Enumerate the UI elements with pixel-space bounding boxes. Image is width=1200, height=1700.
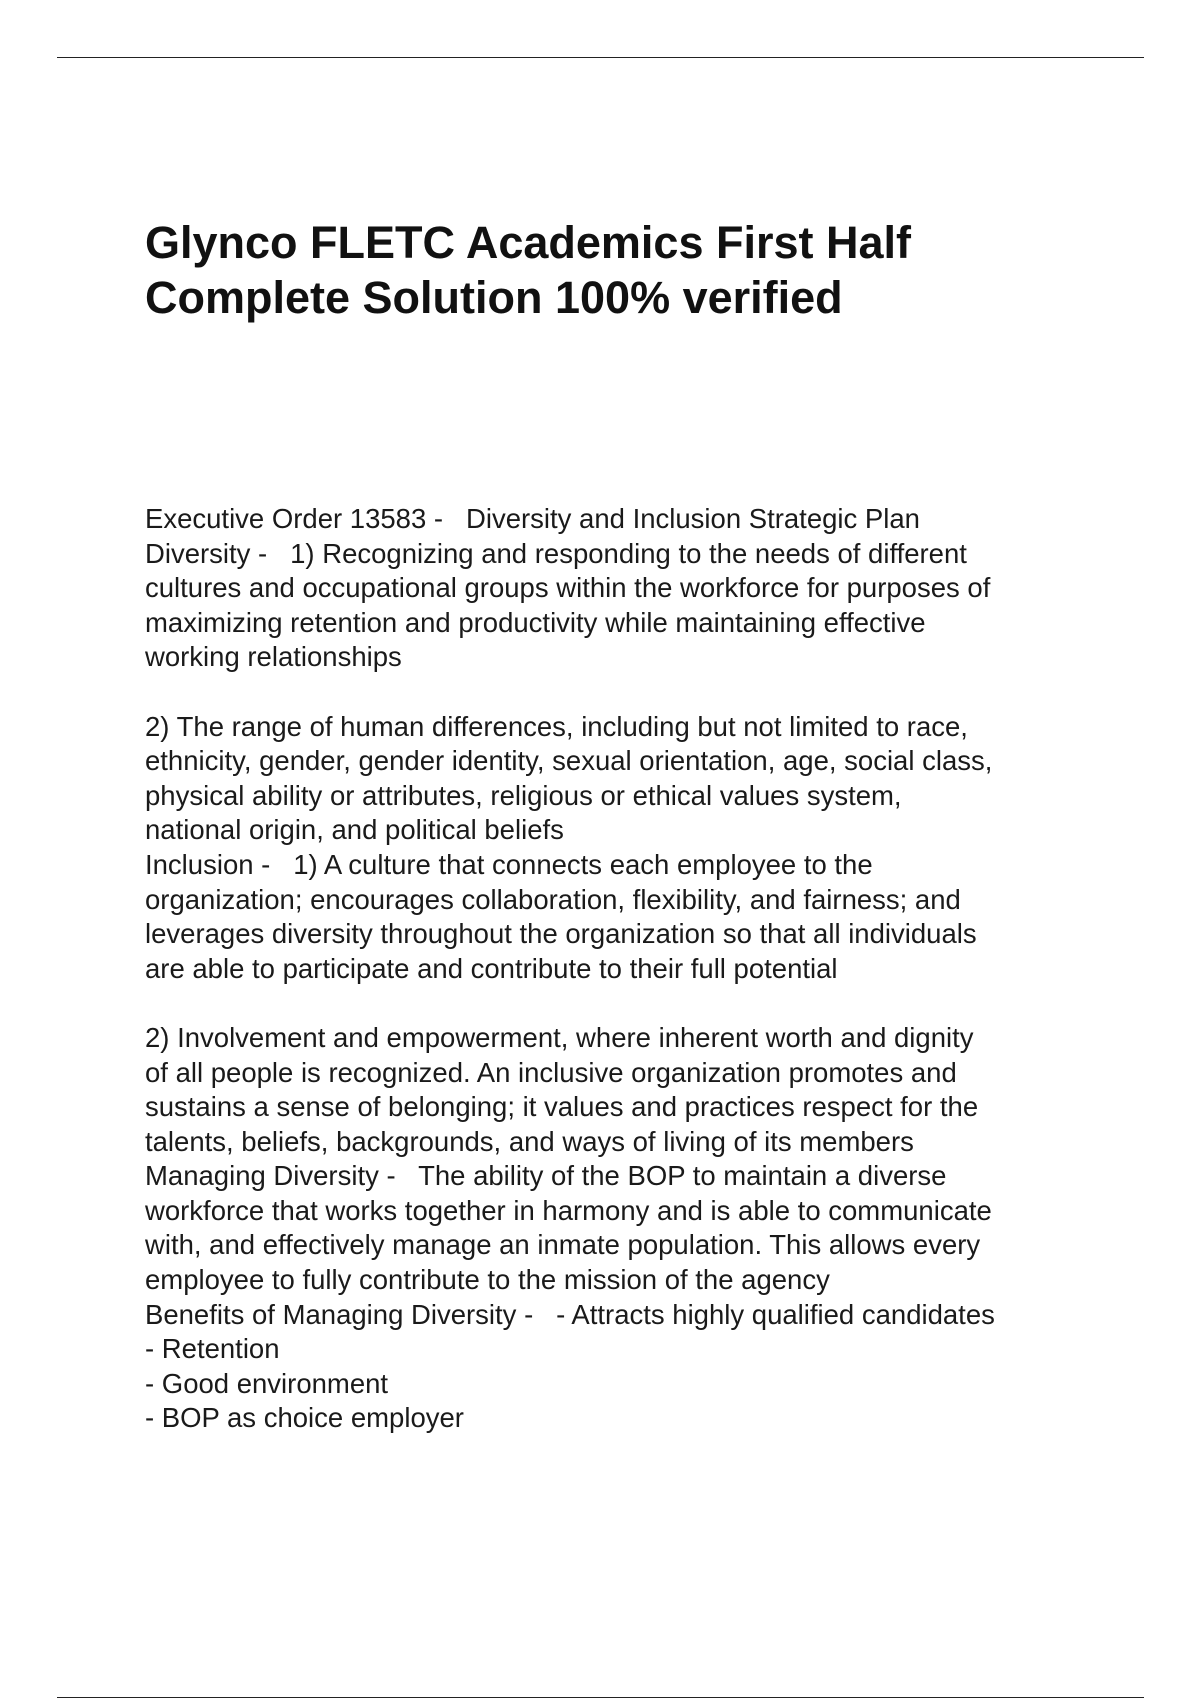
bottom-divider <box>57 1697 1144 1698</box>
body-line: employee to fully contribute to the mission of the agency <box>145 1264 830 1296</box>
body-line: of all people is recognized. An inclusive organization promotes and <box>145 1056 957 1088</box>
top-divider <box>57 57 1144 58</box>
blank-line <box>145 675 1145 710</box>
body-line: Executive Order 13583 - Diversity and Inclusion Strategic Plan <box>145 503 920 534</box>
body-line: Diversity - 1) Recognizing and responding to the needs of different <box>145 537 967 569</box>
body-line: organization; encourages collaboration, flexibility, and fairness; and <box>145 883 961 915</box>
body-line: cultures and occupational groups within the workforce for purposes of <box>145 572 991 604</box>
body-line: 2) Involvement and empowerment, where inherent worth and dignity <box>145 1021 974 1053</box>
document-title <box>145 215 1105 325</box>
body-line: physical ability or attributes, religious or ethical values system, <box>145 779 902 811</box>
body-line: Managing Diversity - The ability of the BOP to maintain a diverse <box>145 1160 947 1192</box>
title-line: Glynco FLETC Academics First Half <box>145 217 912 268</box>
body-line: - Retention <box>145 1333 280 1365</box>
body-line: working relationships <box>145 641 402 673</box>
body-line: - Good environment <box>145 1367 389 1399</box>
body-line: Inclusion - 1) A culture that connects each employee to the <box>145 848 873 880</box>
body-line: are able to participate and contribute to their full potential <box>145 952 838 984</box>
body-line: sustains a sense of belonging; it values and practices respect for the <box>145 1091 979 1123</box>
blank-line <box>145 986 1145 1021</box>
body-line: national origin, and political beliefs <box>145 814 564 846</box>
body-line: 2) The range of human differences, including but not limited to race, <box>145 710 968 742</box>
body-line: ethnicity, gender, gender identity, sexual orientation, age, social class, <box>145 745 993 777</box>
title-line: Complete Solution 100% verified <box>145 272 843 323</box>
body-line: - BOP as choice employer <box>145 1402 464 1434</box>
body-line: leverages diversity throughout the organization so that all individuals <box>145 918 977 950</box>
body-line: talents, beliefs, backgrounds, and ways of living of its members <box>145 1125 914 1157</box>
body-line: maximizing retention and productivity while maintaining effective <box>145 606 926 638</box>
document-body <box>145 502 1145 1436</box>
body-line: Benefits of Managing Diversity - - Attracts highly qualified candidates <box>145 1298 995 1330</box>
body-line: with, and effectively manage an inmate population. This allows every <box>145 1229 981 1261</box>
body-line: workforce that works together in harmony and is able to communicate <box>145 1194 992 1226</box>
